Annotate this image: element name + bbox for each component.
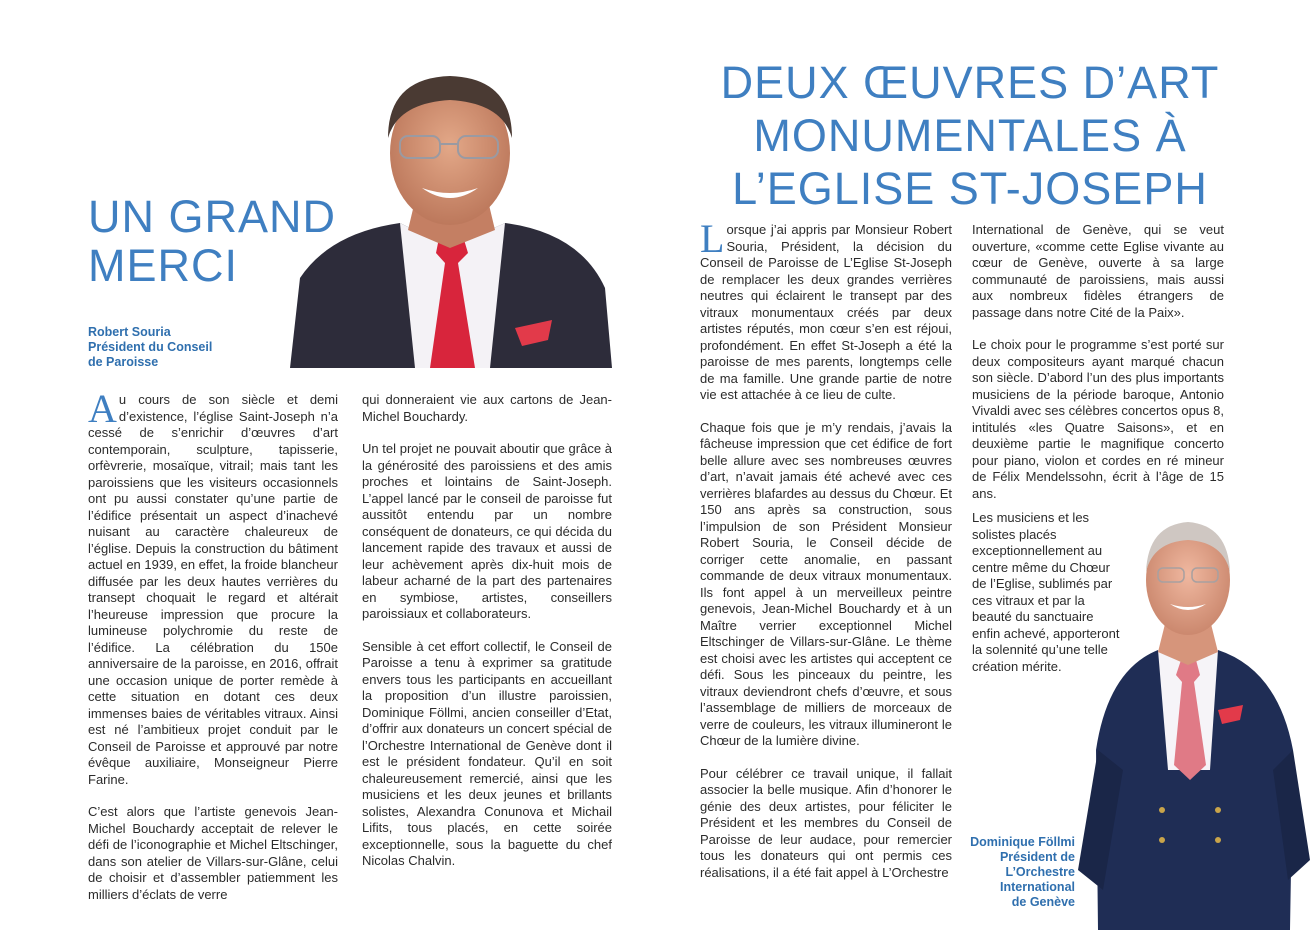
paragraph: Les musiciens et les solistes placés exceptionnellement au centre même du Chœur de l’Eglise, sublimés par ces vitraux et par la beauté du sanctuaire enfin achevé, apporteront la solennité qu’une telle création mérite. [972, 510, 1120, 674]
caption-line: Président de [999, 850, 1075, 864]
article-column-right-1 [700, 216, 952, 897]
article-column-left-2 [362, 392, 612, 886]
caption-line: Président du Conseil [88, 340, 213, 354]
paragraph: Au cours de son siècle et demi d’existence, l’église Saint-Joseph n’a cessé de s’enrichir d’œuvres d’art contemporain, sculpture, tapisserie, orfèvrerie, mosaïque, vitrail; mais tant les paroissiens que les visiteurs occasionnels ont pu aussi constater qu’une partie de l’édifice présentait un aspect d’inachevé nuisant au caractère chaleureux de l’église. Depuis la construction du bâtiment actuel en 1939, en effet, la froide blancheur diffusée par les deux hautes verrières du transept choquait le regard et altérait l’heureuse impression que procure la lumineuse polychromie du reste de l’édifice. La célébration du 150e anniversaire de la paroisse, en 2016, offrait une occasion unique de porter remède à cette situation en dotant ces deux immenses baies de véritables vitraux. Ainsi est né l’ambitieux projet conduit par le Conseil de Paroisse et approuvé par notre évêque auxiliaire, Monseigneur Pierre Farine. [88, 386, 338, 787]
paragraph: Un tel projet ne pouvait aboutir que grâce à la générosité des paroissiens et des amis proches et lointains de Saint-Joseph. L’appel lancé par le conseil de paroisse fut aussitôt entendu par un nombre conséquent de donateurs, ce qui décida du lancement rapide des travaux et aussi de leur achèvement après dix-huit mois de labeur acharné de la part des partenaires en symbiose, artistes, conseillers paroissiaux et collaborateurs. [362, 441, 612, 621]
paragraph: International de Genève, qui se veut ouverture, «comme cette Eglise vivante au cœur de Genève, ouverte à sa large communauté de paroissiens, mais aussi aux nombreux fidèles étrangers de passage dans notre Cité de la Paix». [972, 222, 1224, 320]
caption-line: L’Orchestre [1005, 865, 1075, 879]
caption-line: Dominique Föllmi [970, 835, 1075, 849]
title-line: L’EGLISE ST-JOSEPH [732, 163, 1208, 214]
page-title-left [88, 192, 348, 290]
paragraph: Le choix pour le programme s’est porté sur deux compositeurs ayant marqué chacun son siècle. D’abord l’un des plus importants musiciens de la période baroque, Antonio Vivaldi avec ses célèbres concertos opus 8, intitulés «les Quatre Saisons», et en deuxième partie le magnifique concerto pour piano, violon et cordes en ré mineur de Félix Mendelssohn, écrit à l’âge de 15 ans. [972, 337, 1224, 501]
title-line: DEUX ŒUVRES D’ART [720, 57, 1220, 108]
caption-line: de Genève [1011, 895, 1075, 909]
article-column-right-2 [972, 222, 1224, 518]
title-line: UN GRAND [88, 191, 337, 242]
caption-line: International [999, 880, 1075, 894]
drop-cap: L [700, 216, 725, 261]
paragraph: Lorsque j’ai appris par Monsieur Robert Souria, Président, la décision du Conseil de Paroisse de L’Eglise St-Joseph de remplacer les deux grandes verrières neutres qui éclairent le transept par des vitraux monumentaux créés par deux artistes réputés, mon cœur s’en est réjoui, profondément. En effet St-Joseph a été la paroisse de mes parents, longtemps celle de ma famille. Une grande partie de notre vie est attachée à ce lieu de culte. [700, 216, 952, 402]
title-line: MONUMENTALES À [753, 110, 1187, 161]
article-column-left-1 [88, 386, 338, 919]
paragraph: Chaque fois que je m’y rendais, j’avais la fâcheuse impression que cet édifice de fort belle allure avec ses nombreuses œuvres d’art, n’avait jamais été achevé avec ces verrières blafardes au dessus du Chœur. Et 150 ans après sa construction, sous l’impulsion de son Président Monsieur Robert Souria, le Conseil décide de corriger cette anomalie, en passant commande de deux vitraux monumentaux. Ils font appel à un merveilleux peintre genevois, Jean-Michel Bouchardy et à un Maître verrier exceptionnel Michel Eltschinger de Villars-sur-Glâne. Le thème est choisi avec les artistes qui acceptent ce défi. Sous les pinceaux du peintre, les vitraux deviendront chefs d’œuvre, et sous l’assemblage de milliers de morceaux de verre de couleurs, les vitraux illumineront le Chœur de la lumière divine. [700, 419, 952, 748]
paragraph: Pour célébrer ce travail unique, il fallait associer la belle musique. Afin d’honorer le génie des deux artistes, pour féliciter le Président et les membres du Conseil de Paroisse de leur audace, pour remercier tous les donateurs qui ont permis ces réalisations, il a été fait appel à L’Orchestre [700, 765, 952, 880]
drop-cap: A [88, 386, 117, 431]
photo-caption-left [88, 325, 258, 370]
photo-caption-right [950, 835, 1075, 910]
portrait-dominique-follmi [1078, 510, 1311, 930]
page-title-right [700, 56, 1240, 215]
paragraph: C’est alors que l’artiste genevois Jean-Michel Bouchardy acceptait de relever le défi de l’iconographie et Michel Eltschinger, dans son atelier de Villars-sur-Glâne, celui de choisir et d’assembler patiemment les milliers d’éclats de verre [88, 804, 338, 902]
caption-line: Robert Souria [88, 325, 171, 339]
paragraph: qui donneraient vie aux cartons de Jean-Michel Bouchardy. [362, 392, 612, 424]
caption-line: de Paroisse [88, 355, 159, 369]
title-line: MERCI [88, 240, 238, 291]
paragraph: Sensible à cet effort collectif, le Conseil de Paroisse a tenu à exprimer sa gratitude envers tous les participants en accueillant la proposition d’un illustre paroissien, Dominique Föllmi, ancien conseiller d’Etat, d’offrir aux donateurs un concert spécial de l’Orchestre International de Genève dont il est le président fondateur. Qu’il en soit chaleureusement remercié, ainsi que les musiciens et les deux jeunes et brillants solistes, Alexandra Conunova et Michail Lifits, tous placés, en cette soirée exceptionnelle, sous la baguette du chef Nicolas Chalvin. [362, 638, 612, 868]
